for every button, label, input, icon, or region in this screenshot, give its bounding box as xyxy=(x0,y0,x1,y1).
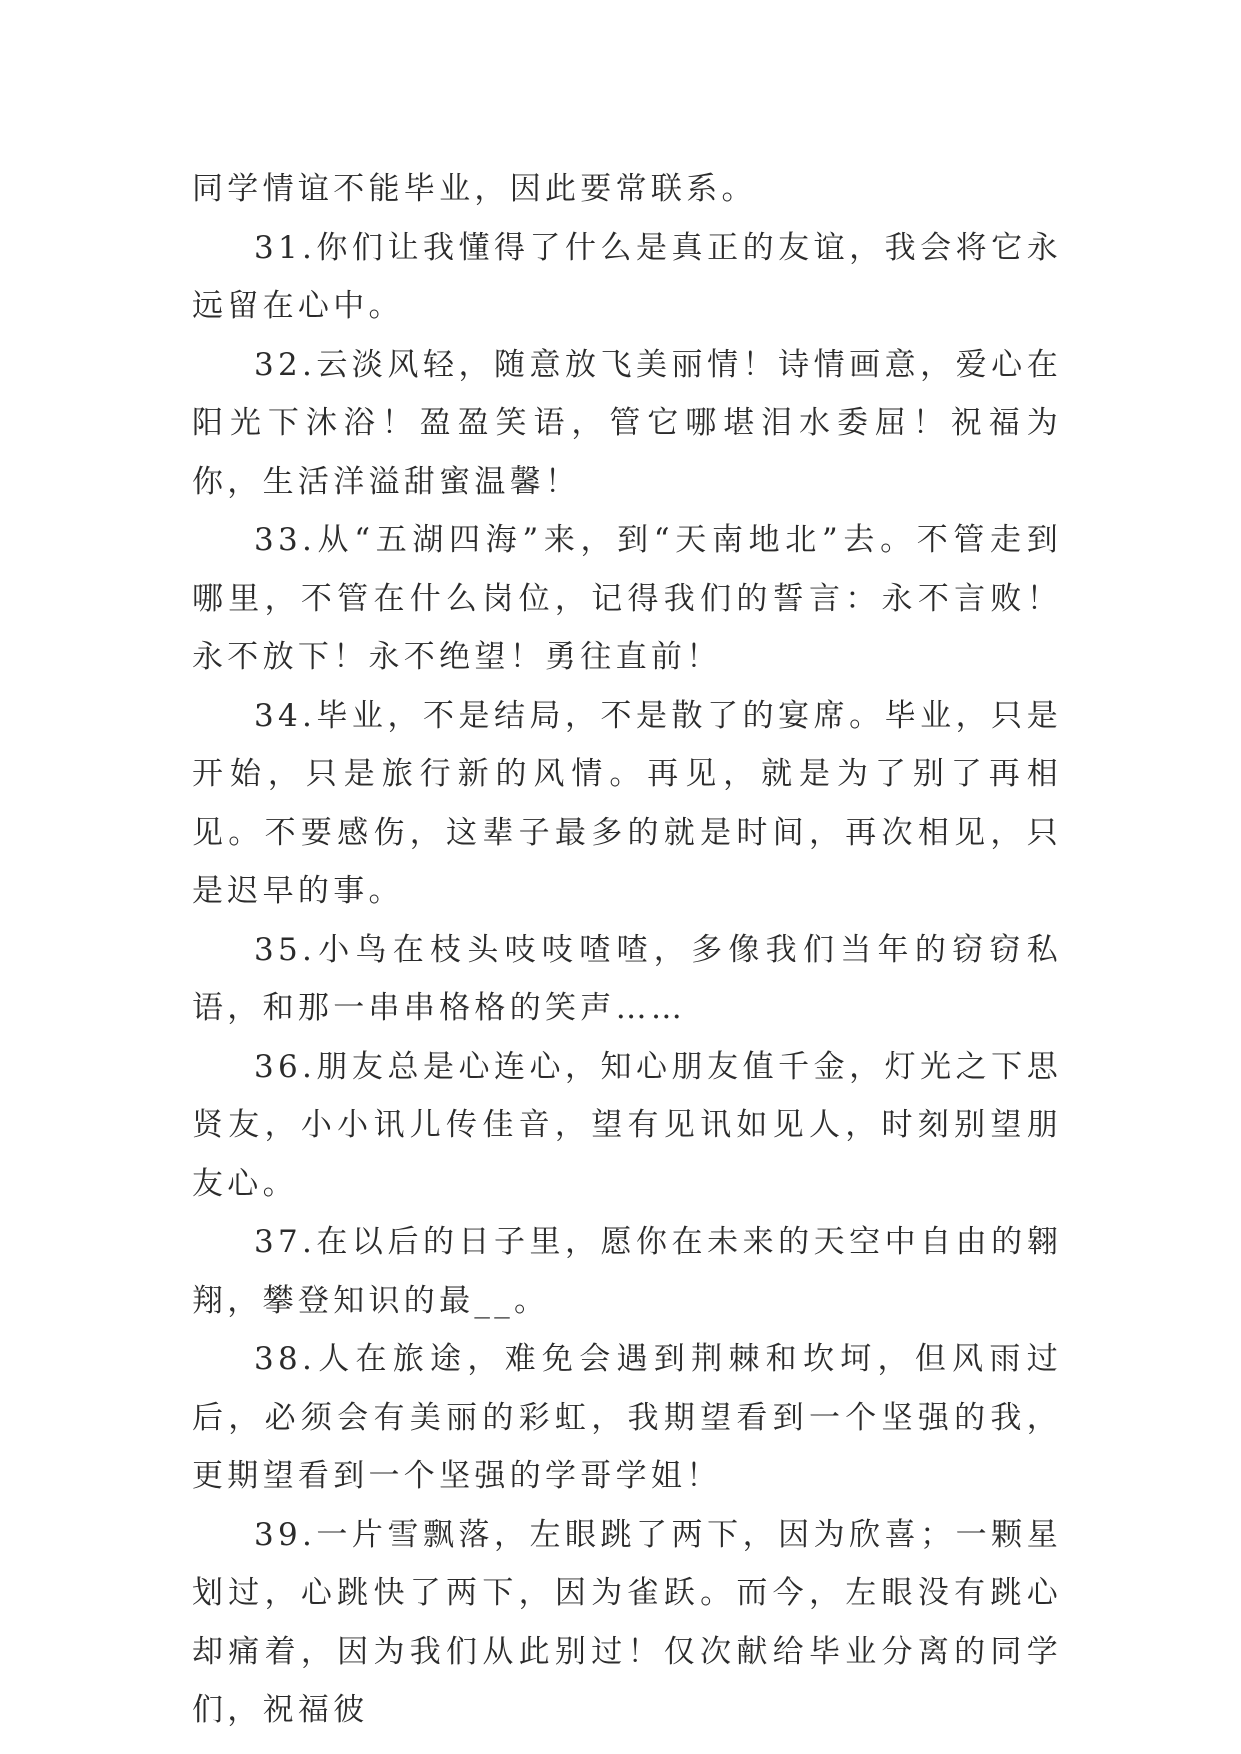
paragraph-31: 31.你们让我懂得了什么是真正的友谊，我会将它永远留在心中。 xyxy=(192,229,1062,324)
paragraph-38: 38.人在旅途，难免会遇到荆棘和坎坷，但风雨过后，必须会有美丽的彩虹，我期望看到一个坚强的我，更期望看到一个坚强的学哥学姐！ xyxy=(192,1341,1062,1494)
paragraph-39: 39.一片雪飘落，左眼跳了两下，因为欣喜；一颗星划过，心跳快了两下，因为雀跃。而今，左眼没有跳心却痛着，因为我们从此别过！仅次献给毕业分离的同学们，祝福彼 xyxy=(192,1516,1062,1728)
paragraph-32: 32.云淡风轻，随意放飞美丽情！诗情画意，爱心在阳光下沐浴！盈盈笑语，管它哪堪泪水委屈！祝福为你，生活洋溢甜蜜温馨！ xyxy=(192,346,1062,500)
paragraph-continuation: 同学情谊不能毕业，因此要常联系。 xyxy=(192,171,757,207)
paragraph-37: 37.在以后的日子里，愿你在未来的天空中自由的翱翔，攀登知识的最__。 xyxy=(192,1224,1062,1319)
paragraph-33: 33.从“五湖四海”来，到“天南地北”去。不管走到哪里，不管在什么岗位，记得我们的誓言：永不言败！永不放下！永不绝望！勇往直前！ xyxy=(192,522,1062,675)
paragraph-34: 34.毕业，不是结局，不是散了的宴席。毕业，只是开始，只是旅行新的风情。再见，就是为了别了再相见。不要感伤，这辈子最多的就是时间，再次相见，只是迟早的事。 xyxy=(192,697,1062,909)
paragraph-36: 36.朋友总是心连心，知心朋友值千金，灯光之下思贤友，小小讯儿传佳音，望有见讯如见人，时刻别望朋友心。 xyxy=(192,1048,1062,1202)
paragraph-35: 35.小鸟在枝头吱吱喳喳，多像我们当年的窃窃私语，和那一串串格格的笑声…… xyxy=(192,931,1062,1026)
document-page xyxy=(192,160,1062,1740)
